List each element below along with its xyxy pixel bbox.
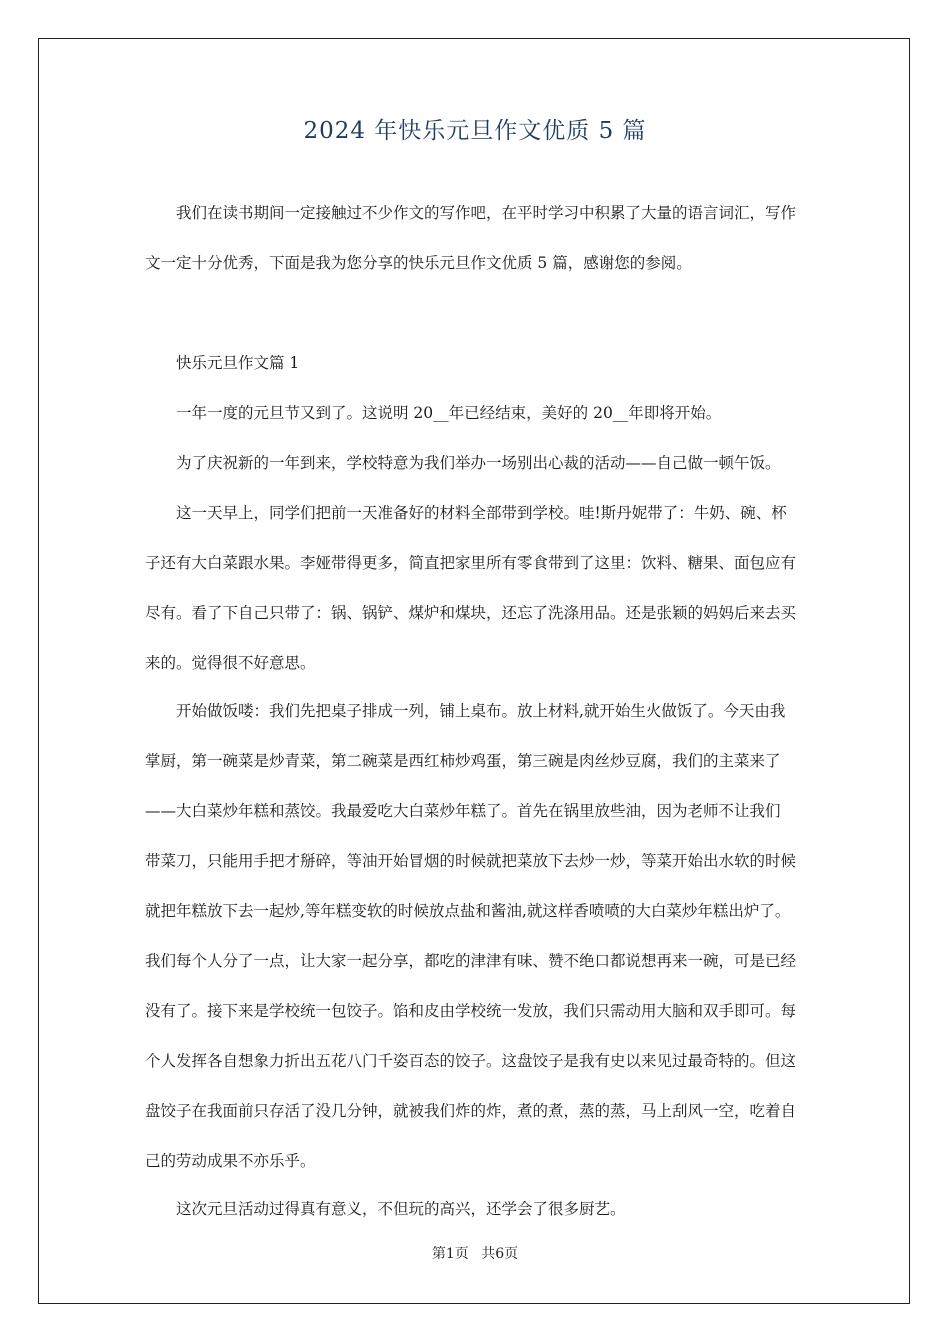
document-title: 2024 年快乐元旦作文优质 5 篇	[303, 118, 647, 144]
paragraph-line: 这一天早上，同学们把前一天准备好的材料全部带到学校。哇!斯丹妮带了：牛奶、碗、杯	[176, 504, 787, 522]
paragraph-line: 带菜刀，只能用手把才掰碎，等油开始冒烟的时候就把菜放下去炒一炒，等菜开始出水软的时候	[145, 852, 797, 870]
paragraph-1: 一年一度的元旦节又到了。这说明 20__年已经结束，美好的 20__年即将开始。	[176, 404, 722, 422]
paragraph-3	[145, 488, 809, 688]
paragraph-line: 己的劳动成果不亦乐乎。	[145, 1152, 316, 1170]
paragraph-line: 没有了。接下来是学校统一包饺子。馅和皮由学校统一发放，我们只需动用大脑和双手即可。每	[145, 1002, 797, 1020]
paragraph-line: 个人发挥各自想象力折出五花八门千姿百态的饺子。这盘饺子是我有史以来见过最奇特的。但这	[145, 1052, 797, 1070]
page-total: 共6页	[481, 1246, 519, 1262]
section-heading: 快乐元旦作文篇 1	[176, 354, 300, 372]
intro-line: 文一定十分优秀，下面是我为您分享的快乐元旦作文优质 5 篇，感谢您的参阅。	[145, 254, 692, 272]
paragraph-5: 这次元旦活动过得真有意义，不但玩的高兴，还学会了很多厨艺。	[176, 1200, 626, 1218]
intro-paragraph	[145, 188, 809, 288]
paragraph-line: 掌厨，第一碗菜是炒青菜，第二碗菜是西红柿炒鸡蛋，第三碗是肉丝炒豆腐，我们的主菜来了	[145, 752, 781, 770]
paragraph-4	[145, 686, 809, 1186]
page-footer	[0, 1243, 950, 1263]
paragraph-line: 来的。觉得很不好意思。	[145, 654, 316, 672]
page-number: 第1页	[431, 1246, 469, 1262]
paragraph-line: 尽有。看了下自己只带了：锅、锅铲、煤炉和煤块，还忘了洗涤用品。还是张颖的妈妈后来去买	[145, 604, 797, 622]
paragraph-line: ——大白菜炒年糕和蒸饺。我最爱吃大白菜炒年糕了。首先在锅里放些油，因为老师不让我们	[145, 802, 781, 820]
paragraph-line: 子还有大白菜跟水果。李娅带得更多，简直把家里所有零食带到了这里：饮料、糖果、面包应有	[145, 554, 797, 572]
paragraph-line: 盘饺子在我面前只存活了没几分钟，就被我们炸的炸，煮的煮，蒸的蒸，马上刮风一空，吃着自	[145, 1102, 797, 1120]
paragraph-line: 就把年糕放下去一起炒,等年糕变软的时候放点盐和酱油,就这样香喷喷的大白菜炒年糕出炉了。	[145, 902, 791, 920]
intro-line: 我们在读书期间一定接触过不少作文的写作吧，在平时学习中积累了大量的语言词汇，写作	[176, 204, 797, 222]
paragraph-line: 我们每个人分了一点，让大家一起分享，都吃的津津有味、赞不绝口都说想再来一碗，可是已经	[145, 952, 797, 970]
paragraph-2: 为了庆祝新的一年到来，学校特意为我们举办一场别出心裁的活动——自己做一顿午饭。	[176, 454, 781, 472]
paragraph-line: 开始做饭喽：我们先把桌子排成一列，铺上桌布。放上材料,就开始生火做饭了。今天由我	[176, 702, 786, 720]
